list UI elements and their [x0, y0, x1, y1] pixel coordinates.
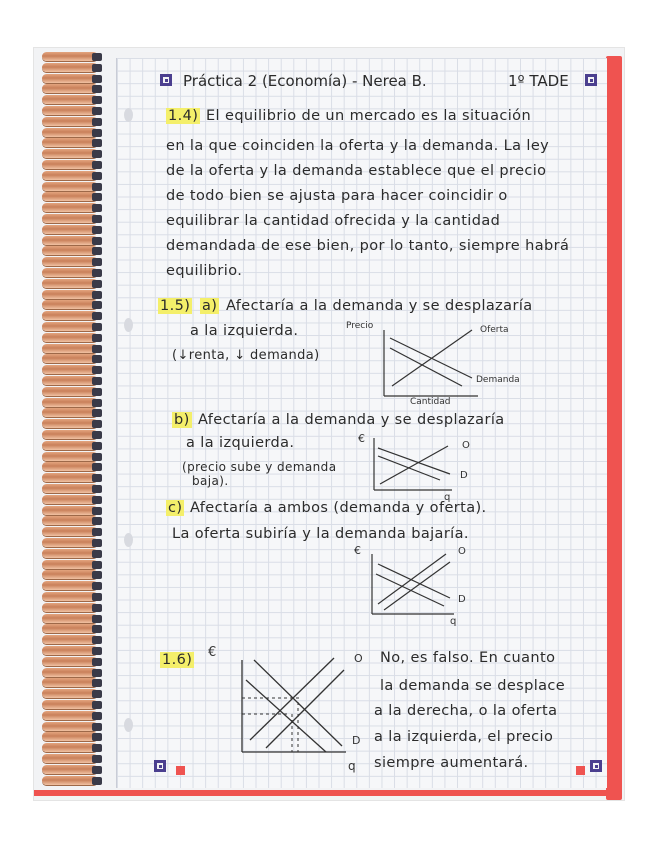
- punch-hole: [124, 718, 133, 732]
- spiral-coil: [42, 333, 98, 342]
- supply-label: O: [458, 546, 466, 557]
- spiral-coil: [42, 614, 98, 623]
- spiral-coil: [42, 646, 98, 655]
- spiral-hole: [92, 139, 102, 147]
- spiral-hole: [92, 215, 102, 223]
- spiral-coil: [42, 462, 98, 471]
- spiral-hole: [92, 496, 102, 504]
- graph-xlabel: q: [444, 492, 451, 502]
- demand-curve: [390, 338, 472, 378]
- supply-curve: [378, 554, 446, 604]
- spiral-coil: [42, 95, 98, 104]
- spiral-coil: [42, 106, 98, 115]
- spiral-coil: [42, 257, 98, 266]
- spiral-coil: [42, 754, 98, 763]
- spiral-hole: [92, 615, 102, 623]
- spiral-coil: [42, 290, 98, 299]
- graph-ylabel: €: [208, 645, 217, 660]
- spiral-coil: [42, 473, 98, 482]
- spiral-coil: [42, 376, 98, 385]
- spiral-coil: [42, 52, 98, 61]
- spiral-hole: [92, 755, 102, 763]
- corner-marker-icon: [590, 760, 602, 772]
- text-line: (↓renta, ↓ demanda): [172, 348, 320, 363]
- spiral-hole: [92, 150, 102, 158]
- supply-curve: [380, 446, 448, 484]
- graph-xlabel: q: [450, 616, 457, 626]
- corner-marker-icon: [154, 760, 166, 772]
- spiral-hole: [92, 453, 102, 461]
- spiral-hole: [92, 658, 102, 666]
- spiral-hole: [92, 442, 102, 450]
- supply-curve-shifted: [384, 562, 450, 610]
- graph-xlabel: q: [348, 759, 356, 773]
- text-line: El equilibrio de un mercado es la situación: [206, 108, 532, 124]
- graph-ylabel: €: [354, 544, 361, 557]
- spiral-hole: [92, 334, 102, 342]
- spiral-coil: [42, 624, 98, 633]
- graph-ylabel: €: [358, 432, 365, 445]
- section-label: [158, 298, 192, 314]
- spiral-hole: [92, 355, 102, 363]
- demand-label: D: [460, 470, 468, 481]
- spiral-hole: [92, 399, 102, 407]
- spiral-hole: [92, 172, 102, 180]
- graph-1-6: [206, 640, 366, 780]
- text-line: la demanda se desplace: [380, 678, 566, 694]
- demand-label: D: [458, 594, 466, 605]
- red-square-icon: [576, 766, 585, 775]
- graph-ylabel: Precio: [346, 321, 374, 331]
- text-line: Afectaría a la demanda y se desplazaría: [226, 298, 533, 314]
- spiral-hole: [92, 636, 102, 644]
- section-number: 1.4): [168, 108, 199, 124]
- spiral-coil: [42, 603, 98, 612]
- spiral-coil: [42, 160, 98, 169]
- spiral-hole: [92, 550, 102, 558]
- spiral-coil: [42, 657, 98, 666]
- spiral-coil: [42, 236, 98, 245]
- spiral-coil: [42, 354, 98, 363]
- spiral-coil: [42, 549, 98, 558]
- spiral-hole: [92, 258, 102, 266]
- spiral-hole: [92, 582, 102, 590]
- spiral-coil: [42, 192, 98, 201]
- spiral-hole: [92, 679, 102, 687]
- spiral-binding: [42, 52, 102, 792]
- text-line: Afectaría a la demanda y se desplazaría: [198, 412, 505, 428]
- spiral-hole: [92, 766, 102, 774]
- spiral-hole: [92, 85, 102, 93]
- spiral-coil: [42, 484, 98, 493]
- spiral-hole: [92, 571, 102, 579]
- spiral-coil: [42, 689, 98, 698]
- spiral-hole: [92, 539, 102, 547]
- supply-label: Oferta: [480, 325, 509, 335]
- graph-b: [356, 430, 476, 502]
- spiral-coil: [42, 246, 98, 255]
- spiral-hole: [92, 323, 102, 331]
- demand-curve: [378, 564, 450, 598]
- spiral-coil: [42, 732, 98, 741]
- item-letter: c): [168, 500, 183, 516]
- spiral-coil: [42, 538, 98, 547]
- spiral-hole: [92, 366, 102, 374]
- spiral-coil: [42, 225, 98, 234]
- spiral-hole: [92, 301, 102, 309]
- spiral-hole: [92, 237, 102, 245]
- spiral-hole: [92, 420, 102, 428]
- spiral-hole: [92, 183, 102, 191]
- text-line: de la oferta y la demanda establece que el precio: [166, 163, 547, 179]
- spiral-hole: [92, 604, 102, 612]
- text-line: a la izquierda.: [190, 323, 299, 339]
- text-line: siempre aumentará.: [374, 755, 529, 771]
- spiral-hole: [92, 345, 102, 353]
- spiral-hole: [92, 744, 102, 752]
- text-line: demandada de ese bien, por lo tanto, siempre habrá: [166, 238, 570, 254]
- text-line: La oferta subiría y la demanda bajaría.: [172, 526, 469, 542]
- punch-hole: [124, 533, 133, 547]
- corner-marker-icon: [160, 74, 172, 86]
- cover-bottom-edge: [34, 790, 622, 796]
- spiral-coil: [42, 668, 98, 677]
- text-line: (precio sube y demanda: [182, 460, 337, 474]
- spiral-coil: [42, 743, 98, 752]
- spiral-coil: [42, 408, 98, 417]
- spiral-hole: [92, 204, 102, 212]
- spiral-hole: [92, 409, 102, 417]
- spiral-hole: [92, 561, 102, 569]
- spiral-hole: [92, 431, 102, 439]
- text-line: equilibrio.: [166, 263, 243, 279]
- spiral-coil: [42, 776, 98, 785]
- spiral-hole: [92, 733, 102, 741]
- spiral-coil: [42, 678, 98, 687]
- spiral-coil: [42, 516, 98, 525]
- spiral-hole: [92, 517, 102, 525]
- spiral-hole: [92, 377, 102, 385]
- section-number: 1.6): [162, 652, 193, 668]
- spiral-coil: [42, 570, 98, 579]
- spiral-hole: [92, 247, 102, 255]
- text-line: de todo bien se ajusta para hacer coincidir o: [166, 188, 508, 204]
- spiral-coil: [42, 279, 98, 288]
- spiral-hole: [92, 507, 102, 515]
- spiral-coil: [42, 182, 98, 191]
- spiral-hole: [92, 777, 102, 785]
- graph-c: [354, 540, 482, 626]
- item-letter: b): [174, 412, 190, 428]
- spiral-coil: [42, 765, 98, 774]
- spiral-coil: [42, 322, 98, 331]
- spiral-coil: [42, 419, 98, 428]
- punch-holes: [124, 108, 138, 768]
- spiral-hole: [92, 690, 102, 698]
- text-line: baja).: [192, 474, 229, 488]
- spiral-hole: [92, 107, 102, 115]
- text-line: a la izquierda.: [186, 435, 295, 451]
- red-square-icon: [176, 766, 185, 775]
- spiral-coil: [42, 635, 98, 644]
- demand-label: D: [352, 734, 361, 747]
- spiral-coil: [42, 149, 98, 158]
- spiral-coil: [42, 430, 98, 439]
- spiral-coil: [42, 581, 98, 590]
- spiral-coil: [42, 128, 98, 137]
- spiral-coil: [42, 203, 98, 212]
- spiral-coil: [42, 452, 98, 461]
- item-label: [172, 412, 192, 428]
- spiral-coil: [42, 311, 98, 320]
- spiral-coil: [42, 495, 98, 504]
- spiral-coil: [42, 592, 98, 601]
- spiral-coil: [42, 441, 98, 450]
- spiral-hole: [92, 64, 102, 72]
- spiral-coil: [42, 84, 98, 93]
- spiral-hole: [92, 474, 102, 482]
- spiral-hole: [92, 226, 102, 234]
- spiral-coil: [42, 117, 98, 126]
- spiral-coil: [42, 344, 98, 353]
- demand-label: Demanda: [476, 375, 520, 385]
- corner-marker-icon: [585, 74, 597, 86]
- text-line: No, es falso. En cuanto: [380, 650, 556, 666]
- spiral-hole: [92, 485, 102, 493]
- section-label: [160, 652, 194, 668]
- section-number: 1.5): [160, 298, 191, 314]
- supply-label: O: [462, 440, 470, 451]
- item-label: [200, 298, 219, 314]
- spiral-hole: [92, 53, 102, 61]
- spiral-hole: [92, 593, 102, 601]
- spiral-hole: [92, 75, 102, 83]
- spiral-hole: [92, 669, 102, 677]
- spiral-coil: [42, 214, 98, 223]
- spiral-coil: [42, 387, 98, 396]
- spiral-hole: [92, 388, 102, 396]
- text-line: a la izquierda, el precio: [374, 729, 554, 745]
- spiral-coil: [42, 171, 98, 180]
- spiral-hole: [92, 647, 102, 655]
- spiral-hole: [92, 96, 102, 104]
- spiral-hole: [92, 723, 102, 731]
- graph-a: [340, 316, 562, 406]
- text-line: equilibrar la cantidad ofrecida y la cantidad: [166, 213, 501, 229]
- spiral-hole: [92, 118, 102, 126]
- spiral-coil: [42, 268, 98, 277]
- course-label: 1º TADE: [508, 72, 569, 90]
- page-title: Práctica 2 (Economía) - Nerea B.: [183, 72, 427, 90]
- spiral-hole: [92, 269, 102, 277]
- spiral-coil: [42, 300, 98, 309]
- text-line: Afectaría a ambos (demanda y oferta).: [190, 500, 487, 516]
- spiral-coil: [42, 560, 98, 569]
- spiral-coil: [42, 365, 98, 374]
- notebook-cover-edge: [606, 56, 622, 800]
- text-line: a la derecha, o la oferta: [374, 703, 558, 719]
- spiral-hole: [92, 280, 102, 288]
- spiral-hole: [92, 291, 102, 299]
- punch-hole: [124, 318, 133, 332]
- spiral-coil: [42, 527, 98, 536]
- spiral-coil: [42, 74, 98, 83]
- spiral-coil: [42, 711, 98, 720]
- spiral-hole: [92, 625, 102, 633]
- spiral-hole: [92, 701, 102, 709]
- spiral-coil: [42, 138, 98, 147]
- punch-hole: [124, 108, 133, 122]
- item-letter: a): [202, 298, 218, 314]
- spiral-hole: [92, 528, 102, 536]
- spiral-hole: [92, 161, 102, 169]
- spiral-coil: [42, 63, 98, 72]
- supply-label: O: [354, 652, 363, 665]
- spiral-coil: [42, 700, 98, 709]
- text-line: en la que coinciden la oferta y la demanda. La ley: [166, 138, 550, 154]
- graph-xlabel: Cantidad: [410, 397, 451, 406]
- spiral-hole: [92, 193, 102, 201]
- spiral-coil: [42, 506, 98, 515]
- spiral-hole: [92, 712, 102, 720]
- spiral-coil: [42, 398, 98, 407]
- spiral-hole: [92, 463, 102, 471]
- spiral-hole: [92, 312, 102, 320]
- spiral-hole: [92, 129, 102, 137]
- spiral-coil: [42, 722, 98, 731]
- section-label: [166, 108, 200, 124]
- item-label: [166, 500, 184, 516]
